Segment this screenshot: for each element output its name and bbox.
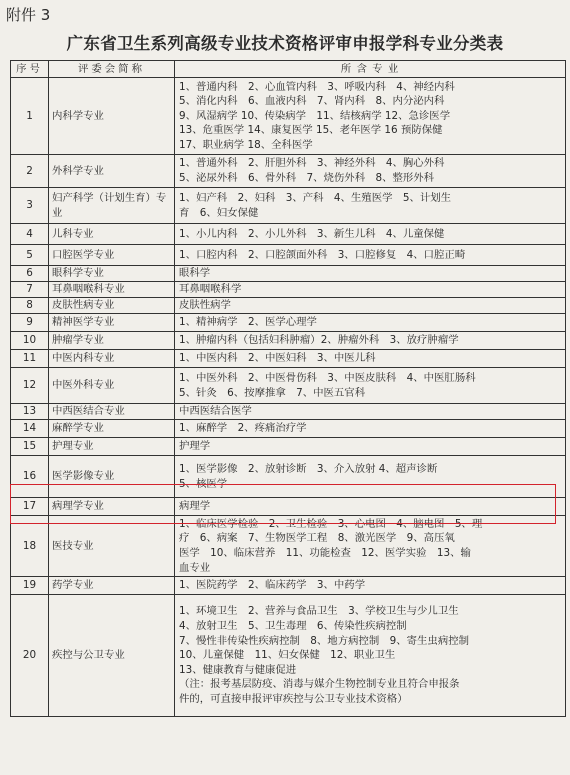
committee-name: 中医外科专业 [49,368,175,404]
table-header-row [11,61,566,78]
committee-name: 护理专业 [49,438,175,456]
row-number: 17 [11,498,49,516]
table-row [11,595,566,717]
table-row [11,332,566,350]
specialty-line: 1、医学影像 2、放射诊断 3、介入放射 4、超声诊断 [179,462,438,475]
page-title: 广东省卫生系列高级专业技术资格评审申报学科专业分类表 [66,34,504,53]
specialty-line: 1、麻醉学 2、疼痛治疗学 [179,422,307,435]
specialty-line: 1、普通内科 2、心血管内科 3、呼吸内科 4、神经内科 [179,80,455,93]
table-row [11,224,566,245]
table-row [11,577,566,595]
specialty-line: 5、泌尿外科 6、骨外科 7、烧伤外科 8、整形外科 [179,172,435,184]
specialty-list [175,188,566,224]
row-number: 4 [11,224,49,245]
specialty-line: 疗 6、病案 7、生物医学工程 8、激光医学 9、高压氧 [179,532,455,545]
table-row [11,368,566,404]
header-committee: 评委会简称 [49,61,175,78]
specialty-line: 医学 10、临床营养 11、功能检查 12、医学实验 13、输 [179,547,471,559]
specialty-line: 1、普通外科 2、肝胆外科 3、神经外科 4、胸心外科 [179,157,445,170]
specialty-line: 育 6、妇女保健 [179,206,259,219]
committee-name: 眼科学专业 [49,266,175,282]
specialty-line: 9、风湿病学 10、传染病学 11、结核病学 12、急诊医学 [179,109,451,122]
specialty-line: 5、消化内科 6、血液内科 7、肾内科 8、内分泌内科 [179,95,445,108]
row-number: 5 [11,245,49,266]
specialty-list [175,498,566,516]
specialty-line: 1、口腔内科 2、口腔颌面外科 3、口腔修复 4、口腔正畸 [179,248,466,261]
row-number: 8 [11,298,49,314]
table-row [11,245,566,266]
table-row [11,188,566,224]
row-number: 18 [11,516,49,577]
specialty-line: 1、环境卫生 2、营养与食品卫生 3、学校卫生与少儿卫生 [179,605,459,618]
specialty-line: 7、慢性非传染性疾病控制 8、地方病控制 9、寄生虫病控制 [179,634,469,647]
committee-name: 外科学专业 [49,155,175,188]
specialty-list [175,282,566,298]
specialty-line: 5、核医学 [179,477,228,490]
specialty-list [175,245,566,266]
specialty-line: （注：报考基层防疫、消毒与媒介生物控制专业且符合申报条 [179,678,460,691]
committee-name: 精神医学专业 [49,314,175,332]
table-row [11,456,566,498]
specialty-table [10,60,566,717]
specialty-list [175,516,566,577]
specialty-list [175,420,566,438]
specialty-line: 血专业 [179,561,211,574]
specialty-list [175,266,566,282]
specialty-list [175,456,566,498]
row-number: 3 [11,188,49,224]
specialty-line: 13、健康教育与健康促进 [179,663,297,676]
specialty-list [175,298,566,314]
committee-name: 药学专业 [49,577,175,595]
specialty-line: 皮肤性病学 [179,299,231,312]
specialty-line: 眼科学 [179,267,211,280]
committee-name: 耳鼻咽喉科专业 [49,282,175,298]
table-row [11,404,566,420]
row-number: 10 [11,332,49,350]
table-row [11,498,566,516]
specialty-line: 17、职业病学 18、全科医学 [179,138,313,151]
specialty-line: 1、中医内科 2、中医妇科 3、中医儿科 [179,352,376,365]
specialty-line: 1、中医外科 2、中医骨伤科 3、中医皮肤科 4、中医肛肠科 [179,371,476,384]
row-number: 11 [11,350,49,368]
specialty-list [175,350,566,368]
specialty-list [175,78,566,155]
row-number: 1 [11,78,49,155]
row-number: 9 [11,314,49,332]
specialty-line: 件的，可直接申报评审疾控与公卫专业技术资格） [179,692,408,705]
table-row [11,438,566,456]
committee-name: 口腔医学专业 [49,245,175,266]
committee-name: 病理学专业 [49,498,175,516]
specialty-list [175,224,566,245]
row-number: 13 [11,404,49,420]
specialty-list [175,595,566,717]
specialty-list [175,314,566,332]
row-number: 7 [11,282,49,298]
specialty-line: 1、妇产科 2、妇科 3、产科 4、生殖医学 5、计划生 [179,191,452,204]
table-row [11,155,566,188]
specialty-line: 中西医结合医学 [179,405,252,418]
committee-name: 医技专业 [49,516,175,577]
table-row [11,266,566,282]
committee-name: 医学影像专业 [49,456,175,498]
specialty-list [175,332,566,350]
committee-name: 麻醉学专业 [49,420,175,438]
committee-name: 中西医结合专业 [49,404,175,420]
table-row [11,78,566,155]
attachment-label: 附件 3 [6,6,51,24]
row-number: 14 [11,420,49,438]
table-row [11,314,566,332]
table-row [11,350,566,368]
row-number: 16 [11,456,49,498]
committee-name: 中医内科专业 [49,350,175,368]
committee-name: 肿瘤学专业 [49,332,175,350]
specialty-line: 5、针灸 6、按摩推拿 7、中医五官科 [179,386,366,399]
specialty-line: 13、危重医学 14、康复医学 15、老年医学 16 预防保健 [179,124,443,137]
specialty-line: 1、医院药学 2、临床药学 3、中药学 [179,579,366,592]
row-number: 20 [11,595,49,717]
row-number: 6 [11,266,49,282]
table-row [11,516,566,577]
table-row [11,282,566,298]
committee-name: 内科学专业 [49,78,175,155]
row-number: 15 [11,438,49,456]
specialty-line: 病理学 [179,500,211,513]
table-row [11,420,566,438]
specialty-line: 1、肿瘤内科（包括妇科肿瘤）2、肿瘤外科 3、放疗肿瘤学 [179,334,459,347]
specialty-list [175,404,566,420]
committee-name: 妇产科学（计划生育）专业 [49,188,175,224]
row-number: 19 [11,577,49,595]
specialty-line: 4、放射卫生 5、卫生毒理 6、传染性疾病控制 [179,620,407,633]
specialty-line: 护理学 [179,440,211,453]
specialty-list [175,438,566,456]
table-row [11,298,566,314]
specialty-list [175,577,566,595]
committee-name: 儿科专业 [49,224,175,245]
row-number: 12 [11,368,49,404]
specialty-line: 1、小儿内科 2、小儿外科 3、新生儿科 4、儿童保健 [179,227,445,240]
committee-name: 皮肤性病专业 [49,298,175,314]
row-number: 2 [11,155,49,188]
specialty-line: 1、临床医学检验 2、卫生检验 3、心电图 4、脑电图 5、理 [179,517,483,530]
header-no: 序号 [11,61,49,78]
specialty-list [175,368,566,404]
specialty-line: 1、精神病学 2、医学心理学 [179,316,317,329]
header-specialties: 所 含 专 业 [175,61,566,78]
specialty-line: 10、儿童保健 11、妇女保健 12、职业卫生 [179,649,396,662]
committee-name: 疾控与公卫专业 [49,595,175,717]
specialty-list [175,155,566,188]
specialty-line: 耳鼻咽喉科学 [179,283,242,296]
